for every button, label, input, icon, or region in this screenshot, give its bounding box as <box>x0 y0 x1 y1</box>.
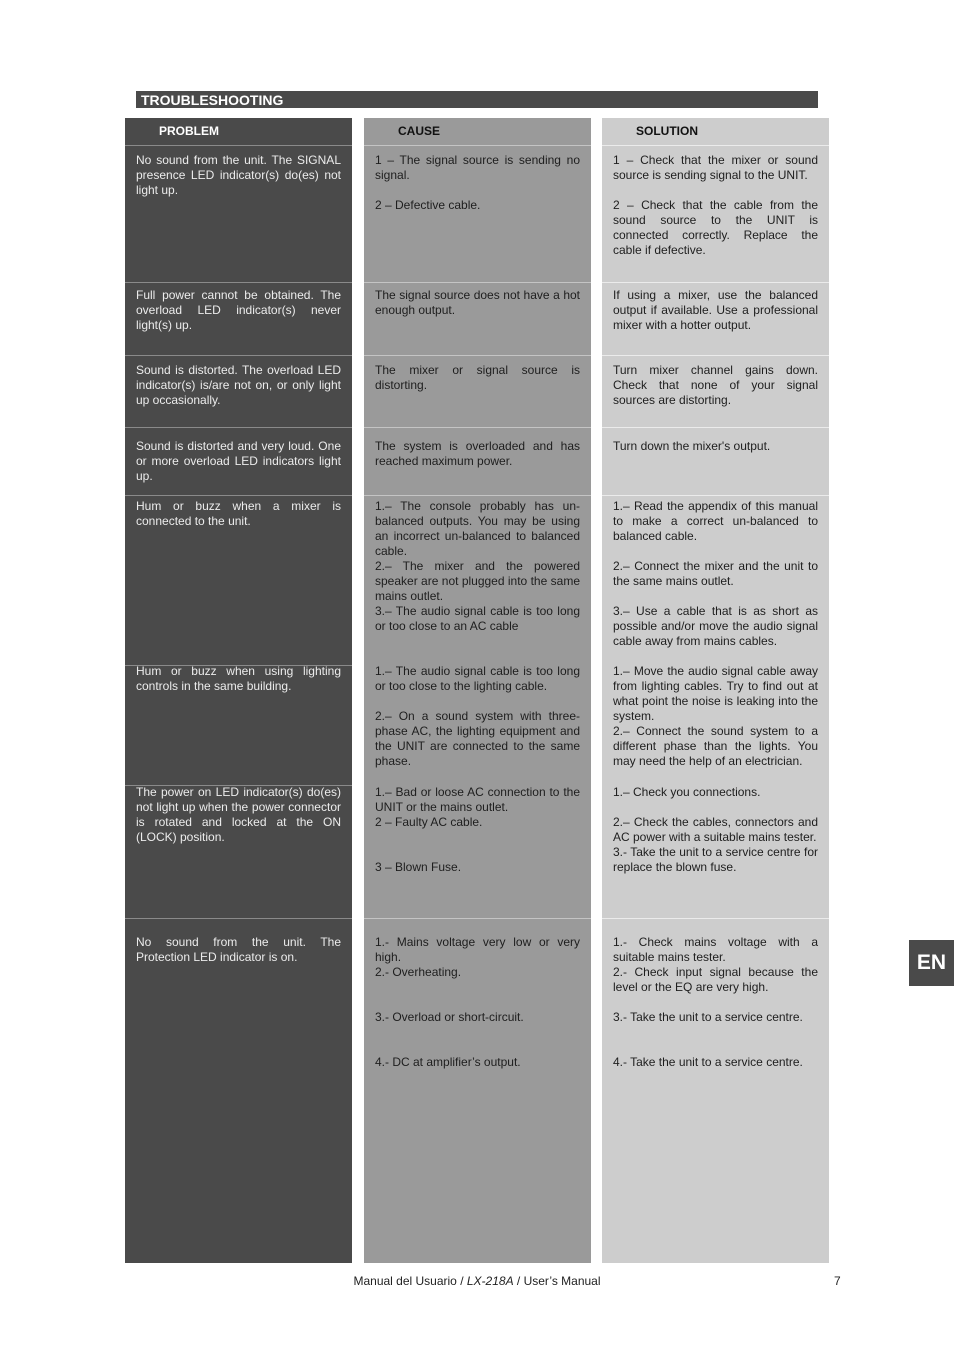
solution-cell-1: 1 – Check that the mixer or sound source is sending signal to the UNIT. 2 – Check that the cable from the sound source to the UNIT is connected correctly. Replace the cable if defective. <box>613 153 818 257</box>
problem-cell-5: Hum or buzz when a mixer is connected to the unit. <box>136 499 341 528</box>
row-divider <box>602 145 829 146</box>
solution-cell-7: 1.– Check you connections. 2.– Check the cables, connectors and AC power with a suitable mains tester. 3.- Take the unit to a service centre for replace the blown fuse. <box>613 785 818 874</box>
solution-cell-5: 1.– Read the appendix of this manual to make a correct un-balanced to balanced cable. 2.– Connect the mixer and the unit to the same mains outlet. 3.– Use a cable that is as short as possible and/or move the audio signal cable away from mains cables. <box>613 499 818 648</box>
problem-cell-7: The power on LED indicator(s) do(es) not light up when the power connector is rotated and locked at the ON (LOCK) position. <box>136 785 341 844</box>
row-divider <box>602 282 829 283</box>
problem-cell-1: No sound from the unit. The SIGNAL presence LED indicator(s) do(es) not light up. <box>136 153 341 197</box>
solution-cell-4: Turn down the mixer's output. <box>613 439 771 453</box>
row-divider <box>364 282 591 283</box>
solution-header: SOLUTION <box>636 124 698 138</box>
problem-header: PROBLEM <box>159 124 219 138</box>
row-divider <box>602 427 829 428</box>
row-divider <box>364 145 591 146</box>
page-footer <box>0 1274 954 1288</box>
row-divider <box>125 427 352 428</box>
row-divider <box>125 495 352 496</box>
problem-cell-4: Sound is distorted and very loud. One or more overload LED indicators light up. <box>136 439 341 483</box>
row-divider <box>364 918 591 919</box>
problem-cell-8: No sound from the unit. The Protection LED indicator is on. <box>136 935 341 964</box>
row-divider <box>125 145 352 146</box>
section-title: TROUBLESHOOTING <box>136 91 818 108</box>
row-divider <box>364 427 591 428</box>
row-divider <box>602 355 829 356</box>
page-number: 7 <box>834 1274 841 1288</box>
solution-cell-8: 1.- Check mains voltage with a suitable mains tester. 2.- Check input signal because the level or the EQ are very high. 3.- Take the unit to a service centre. 4.- Take the unit to a service centre. <box>613 935 818 1069</box>
row-divider <box>364 495 591 496</box>
solution-cell-6: 1.– Move the audio signal cable away from lighting cables. Try to find out at what point the noise is leaking into the system. 2.– Connect the sound system to a different phase than the lights. You may need the help of an electrician. <box>613 664 818 768</box>
problem-cell-2: Full power cannot be obtained. The overload LED indicator(s) never light(s) up. <box>136 288 341 332</box>
row-divider <box>125 355 352 356</box>
cause-cell-8: 1.- Mains voltage very low or very high. 2.- Overheating. 3.- Overload or short-circuit. 4.- DC at amplifier’s output. <box>375 935 580 1069</box>
cause-column <box>364 118 591 1263</box>
problem-cell-6: Hum or buzz when using lighting controls in the same building. <box>136 664 341 693</box>
solution-cell-3: Turn mixer channel gains down. Check that none of your signal sources are distorting. <box>613 363 818 407</box>
cause-cell-1: 1 – The signal source is sending no signal. 2 – Defective cable. <box>375 153 580 212</box>
row-divider <box>125 282 352 283</box>
row-divider <box>602 495 829 496</box>
row-divider <box>125 918 352 919</box>
cause-cell-5: 1.– The console probably has un-balanced outputs. You may be using an incorrect un-balanced to balanced cable. 2.– The mixer and the powered speaker are not plugged into the same mains outlet. 3.– The audio signal cable is too long or too close to an AC cable <box>375 499 580 633</box>
problem-column <box>125 118 352 1263</box>
cause-cell-4: The system is overloaded and has reached maximum power. <box>375 439 580 468</box>
cause-cell-6: 1.– The audio signal cable is too long or too close to the lighting cable. 2.– On a sound system with three-phase AC, the lighting equipment and the UNIT are connected to the same phase. <box>375 664 580 768</box>
footer-english-title: / User’s Manual <box>516 1274 601 1288</box>
cause-header: CAUSE <box>398 124 441 138</box>
problem-cell-3: Sound is distorted. The overload LED indicator(s) is/are not on, or only light up occasionally. <box>136 363 341 407</box>
row-divider <box>364 355 591 356</box>
footer-spanish-title: Manual del Usuario / <box>353 1274 464 1288</box>
row-divider <box>602 918 829 919</box>
cause-cell-2: The signal source does not have a hot enough output. <box>375 288 580 317</box>
solution-cell-2: If using a mixer, use the balanced output if available. Use a professional mixer with a hotter output. <box>613 288 818 332</box>
language-tab: EN <box>909 940 954 986</box>
footer-model: LX-218A <box>466 1274 514 1288</box>
cause-cell-3: The mixer or signal source is distorting. <box>375 363 580 392</box>
solution-column <box>602 118 829 1263</box>
cause-cell-7: 1.– Bad or loose AC connection to the UNIT or the mains outlet. 2 – Faulty AC cable. 3 – Blown Fuse. <box>375 785 580 874</box>
